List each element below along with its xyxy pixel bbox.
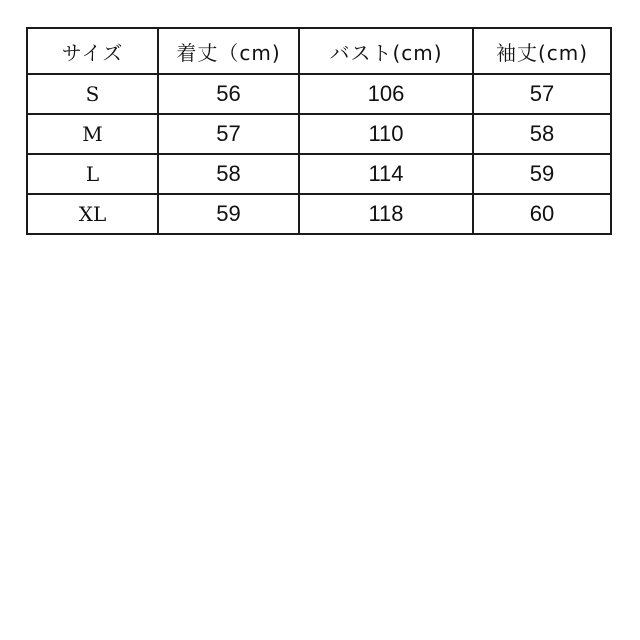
size-cell: L (27, 154, 158, 194)
table-row (27, 154, 611, 194)
sleeve-cell: 58 (473, 114, 611, 154)
length-cell: 59 (158, 194, 299, 234)
table-row (27, 114, 611, 154)
length-cell: 56 (158, 74, 299, 114)
length-cell: 57 (158, 114, 299, 154)
bust-cell: 106 (299, 74, 473, 114)
bust-cell: 110 (299, 114, 473, 154)
header-length: 着丈（cm) (158, 28, 299, 74)
bust-cell: 114 (299, 154, 473, 194)
table-row (27, 194, 611, 234)
header-bust: バスト(cm) (299, 28, 473, 74)
size-cell: M (27, 114, 158, 154)
sleeve-cell: 60 (473, 194, 611, 234)
size-cell: XL (27, 194, 158, 234)
size-chart-table (26, 27, 612, 235)
table-row (27, 74, 611, 114)
header-sleeve: 袖丈(cm) (473, 28, 611, 74)
sleeve-cell: 59 (473, 154, 611, 194)
header-size: サイズ (27, 28, 158, 74)
size-cell: S (27, 74, 158, 114)
length-cell: 58 (158, 154, 299, 194)
bust-cell: 118 (299, 194, 473, 234)
sleeve-cell: 57 (473, 74, 611, 114)
table-header-row (27, 28, 611, 74)
